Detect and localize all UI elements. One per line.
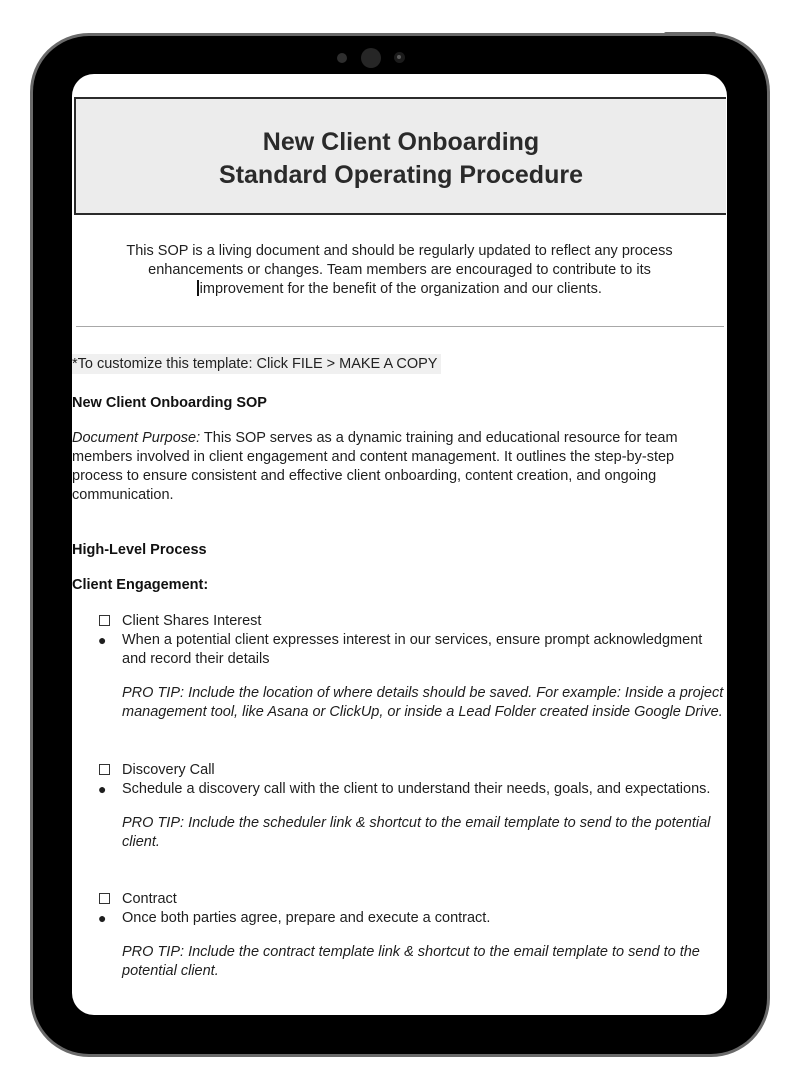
pro-tip: PRO TIP: Include the location of where details should be saved. For example: Inside a project management tool, like Asana or ClickUp, or inside a Lead Folder created inside Google Drive. <box>122 685 724 720</box>
checkbox[interactable] <box>99 893 110 904</box>
bullet-icon: ● <box>98 781 107 797</box>
text-cursor <box>197 280 199 296</box>
bullet-icon: ● <box>98 632 107 648</box>
bullet-icon: ● <box>98 910 107 926</box>
checkbox[interactable] <box>99 764 110 775</box>
checkbox[interactable] <box>99 615 110 626</box>
pro-tip: PRO TIP: Include the scheduler link & shortcut to the email template to send to the potential client. <box>122 815 711 850</box>
checkbox-label: Contract <box>122 891 177 907</box>
checkbox-label: Client Shares Interest <box>122 613 262 629</box>
customize-note: *To customize this template: Click FILE > MAKE A COPY <box>72 354 441 374</box>
checklist-row[interactable] <box>96 612 724 631</box>
purpose-text: This SOP serves as a dynamic training and educational resource for team members involved in client engagement and content management. It outlines the step-by-step process to ensure consistent and effective client onboarding, content creation, and ongoing communication. <box>72 430 678 503</box>
high-level-process-heading: High-Level Process <box>72 542 207 558</box>
checklist-item <box>96 761 724 852</box>
title-banner <box>74 97 726 215</box>
checklist-row[interactable] <box>96 761 724 780</box>
intro-text-1: This SOP is a living document and should be regularly updated to reflect any process enhancements or changes. Team members are encouraged to contribute to its <box>126 243 673 278</box>
section-title: New Client Onboarding SOP <box>72 395 267 411</box>
horizontal-divider <box>76 326 724 327</box>
bullet-text: Once both parties agree, prepare and execute a contract. <box>122 910 491 926</box>
document-page[interactable] <box>72 74 727 1015</box>
camera-lens-icon <box>394 52 405 63</box>
bullet-text: When a potential client expresses interest in our services, ensure prompt acknowledgment and record their details <box>122 632 703 667</box>
bullet-text: Schedule a discovery call with the client to understand their needs, goals, and expectations. <box>122 781 711 797</box>
intro-text-2: improvement for the benefit of the organization and our clients. <box>199 281 602 297</box>
checklist-item <box>96 612 724 722</box>
document-title-line-2: Standard Operating Procedure <box>219 161 583 189</box>
bullet-row <box>96 780 724 799</box>
purpose-label: Document Purpose: <box>72 430 201 446</box>
checkbox-label: Discovery Call <box>122 762 215 778</box>
bullet-row <box>96 631 724 669</box>
checklist-row[interactable] <box>96 890 724 909</box>
sensor-dot-icon <box>337 53 347 63</box>
pro-tip: PRO TIP: Include the contract template link & shortcut to the email template to send to the potential client. <box>122 944 700 979</box>
document-title-line-1: New Client Onboarding <box>262 128 540 156</box>
checklist-item <box>96 890 724 981</box>
document-purpose <box>72 429 727 505</box>
intro-paragraph[interactable] <box>72 242 727 299</box>
client-engagement-heading: Client Engagement: <box>72 577 209 593</box>
camera-icon <box>361 48 381 68</box>
bullet-row <box>96 909 724 928</box>
